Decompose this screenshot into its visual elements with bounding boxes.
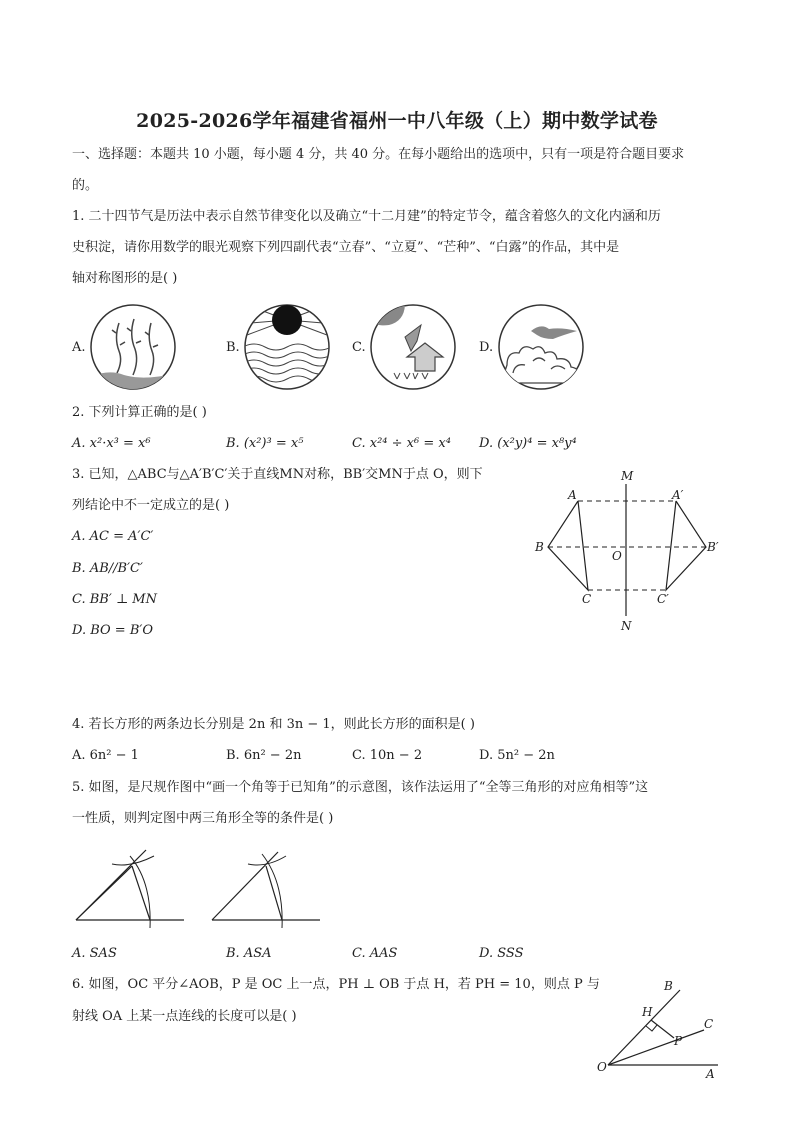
q4-option-a[interactable]: A. 6n² − 1 <box>72 748 139 763</box>
q2-option-b[interactable]: B. (x²)³ = x⁵ <box>226 436 304 451</box>
q6-label-b: B <box>664 979 673 993</box>
q4-option-b[interactable]: B. 6n² − 2n <box>226 748 302 763</box>
q3-label-a: A <box>568 488 577 502</box>
q6-label-p: P <box>674 1034 683 1048</box>
section-heading-cont: 的。 <box>72 178 99 193</box>
q3-label-n: N <box>621 619 632 633</box>
q5-option-c[interactable]: C. AAS <box>352 946 398 961</box>
q6-stem-line2: 射线 OA 上某一点连线的长度可以是( ) <box>72 1009 297 1024</box>
section-heading: 一、选择题：本题共 10 小题，每小题 4 分，共 40 分。在每小题给出的选项中，只有一项是符合题目要求 <box>72 147 685 162</box>
q1-stem-line2: 史积淀，请你用数学的眼光观察下列四副代表“立春”、“立夏”、“芒种”、“白露”的作品，其中是 <box>72 240 620 255</box>
q1-image-lixia <box>243 303 331 391</box>
q2-option-a[interactable]: A. x²·x³ = x⁶ <box>72 436 151 451</box>
q3-label-c: C <box>582 592 592 606</box>
q3-label-a-prime: A′ <box>672 488 684 502</box>
q6-figure <box>594 976 724 1081</box>
q1-stem-line3: 轴对称图形的是( ) <box>72 271 178 286</box>
q5-figure-left <box>72 842 192 932</box>
q6-label-o: O <box>597 1060 607 1074</box>
q1-stem-line1: 1. 二十四节气是历法中表示自然节律变化以及确立“十二月建”的特定节令，蕴含着悠久的文化内涵和历 <box>72 209 661 224</box>
q5-figure-right <box>208 842 328 932</box>
q4-stem: 4. 若长方形的两条边长分别是 2n 和 3n − 1，则此长方形的面积是( ) <box>72 717 475 732</box>
q5-option-b[interactable]: B. ASA <box>226 946 272 961</box>
q5-option-d[interactable]: D. SSS <box>479 946 524 961</box>
q6-stem-line1: 6. 如图，OC 平分∠AOB，P 是 OC 上一点，PH ⊥ OB 于点 H，若 PH = 10，则点 P 与 <box>72 977 600 992</box>
q3-label-b: B <box>535 540 544 554</box>
q5-stem-line1: 5. 如图，是尺规作图中“画一个角等于已知角”的示意图，该作法运用了“全等三角形的对应角相等”这 <box>72 780 649 795</box>
q3-option-c[interactable]: C. BB′ ⊥ MN <box>72 592 157 607</box>
q1-image-bailu <box>497 303 585 391</box>
q6-label-h: H <box>642 1005 653 1019</box>
q1-image-lichun <box>89 303 177 391</box>
q4-option-c[interactable]: C. 10n − 2 <box>352 748 423 763</box>
q3-stem-line2: 列结论中不一定成立的是( ) <box>72 498 230 513</box>
q3-label-o: O <box>612 549 622 563</box>
q5-option-a[interactable]: A. SAS <box>72 946 117 961</box>
q1-option-b[interactable]: B. <box>226 340 240 355</box>
q2-option-d[interactable]: D. (x²y)⁴ = x⁸y⁴ <box>479 436 577 451</box>
q6-label-c: C <box>704 1017 714 1031</box>
q1-option-d[interactable]: D. <box>479 340 494 355</box>
page-title: 2025-2026学年福建省福州一中八年级（上）期中数学试卷 <box>136 110 658 132</box>
q3-option-a[interactable]: A. AC = A′C′ <box>72 529 154 544</box>
q3-option-b[interactable]: B. AB//B′C′ <box>72 561 143 576</box>
q2-option-c[interactable]: C. x²⁴ ÷ x⁶ = x⁴ <box>352 436 451 451</box>
q6-label-a: A <box>706 1067 715 1081</box>
q2-stem: 2. 下列计算正确的是( ) <box>72 405 207 420</box>
q3-label-b-prime: B′ <box>707 540 719 554</box>
q3-label-m: M <box>621 469 634 483</box>
q1-option-c[interactable]: C. <box>352 340 366 355</box>
q1-option-a[interactable]: A. <box>72 340 86 355</box>
q3-option-d[interactable]: D. BO = B′O <box>72 623 153 638</box>
q4-option-d[interactable]: D. 5n² − 2n <box>479 748 555 763</box>
q3-stem-line1: 3. 已知，△ABC与△A′B′C′关于直线MN对称，BB′交MN于点 O，则下 <box>72 467 483 482</box>
q1-image-mangzhong <box>369 303 457 391</box>
q5-stem-line2: 一性质，则判定图中两三角形全等的条件是( ) <box>72 811 334 826</box>
q3-figure <box>528 466 728 636</box>
q3-label-c-prime: C′ <box>657 592 669 606</box>
